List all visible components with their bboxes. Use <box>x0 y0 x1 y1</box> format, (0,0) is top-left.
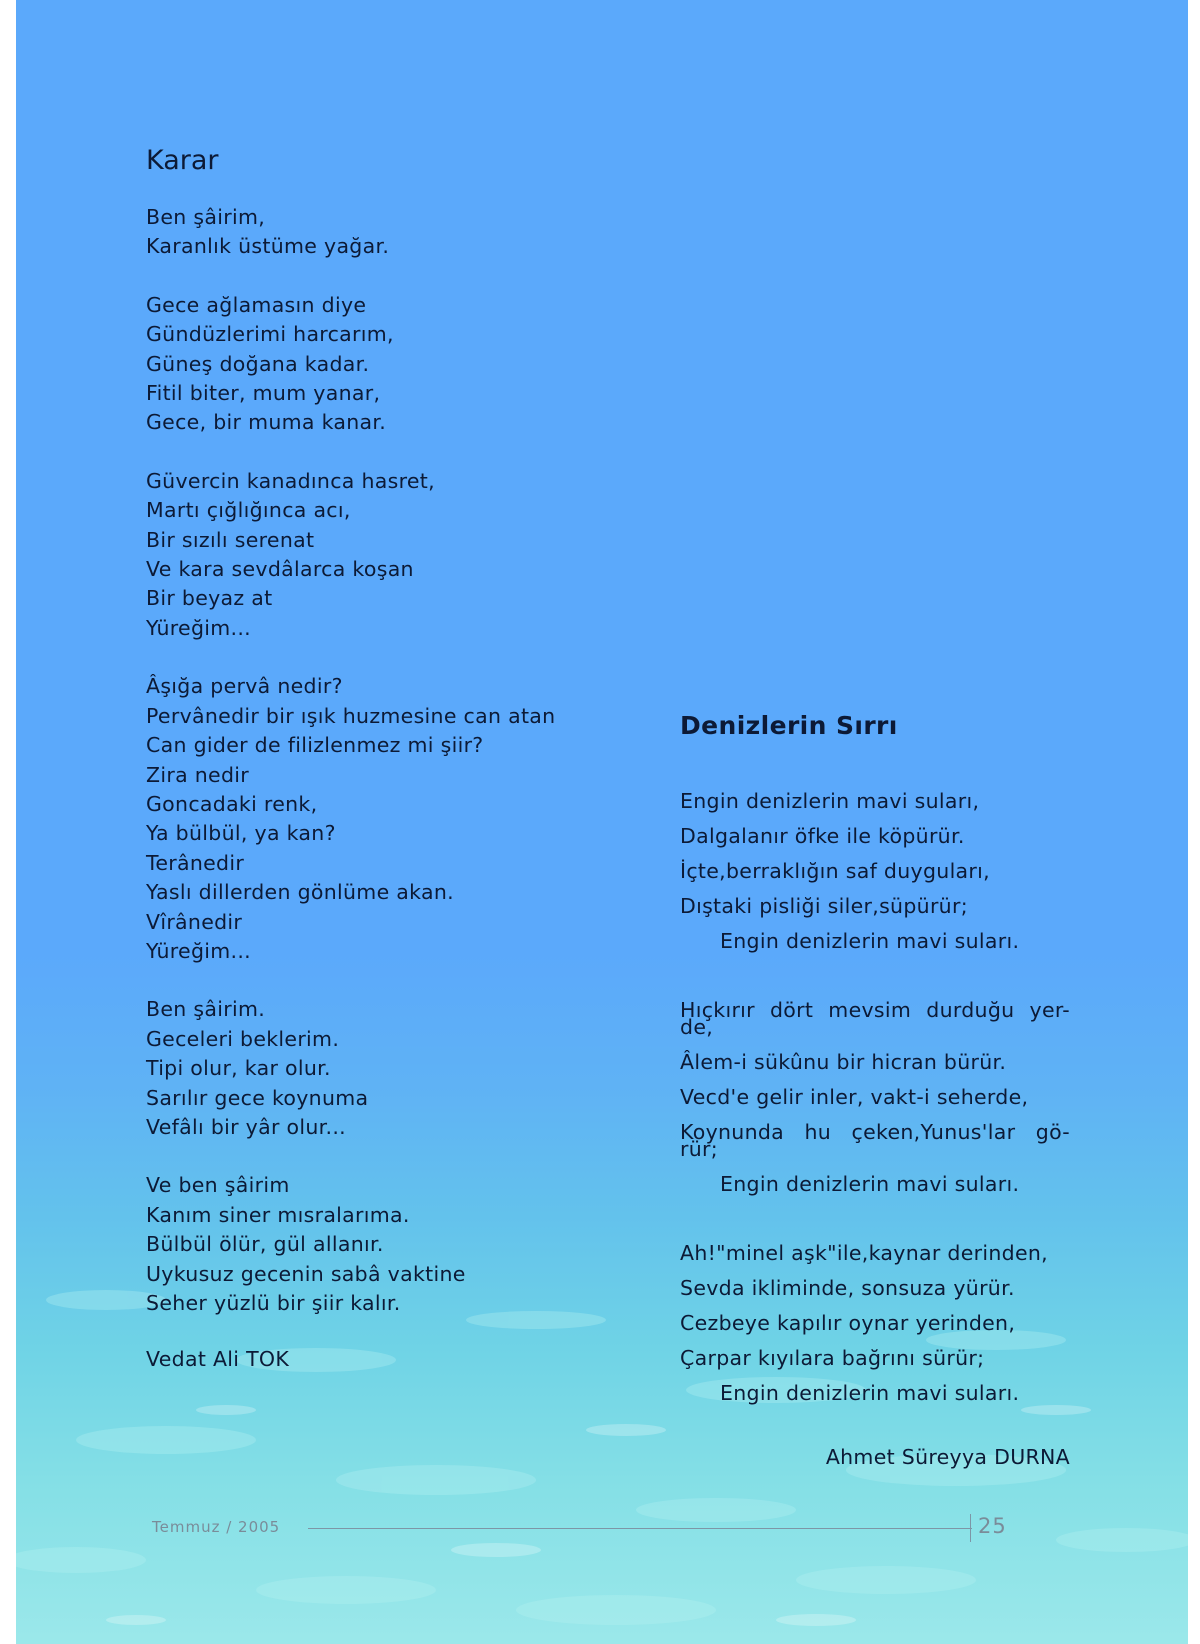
stanza <box>146 203 616 262</box>
stanza <box>146 672 616 966</box>
stanza <box>146 995 616 1142</box>
verse-line: Güvercin kanadınca hasret, <box>146 468 435 493</box>
verse-line: Vîrânedir <box>146 909 243 934</box>
verse-line: Vefâlı bir yâr olur... <box>146 1114 346 1139</box>
verse-line: Yüreğim... <box>146 938 251 963</box>
verse-line: Goncadaki renk, <box>146 791 318 816</box>
stanza <box>680 1236 1070 1411</box>
verse-line: Kanım siner mısralarıma. <box>146 1202 410 1227</box>
verse-line: Engin denizlerin mavi suları, <box>680 789 980 813</box>
verse-line: Ve ben şâirim <box>146 1173 290 1198</box>
verse-line: Çarpar kıyılara bağrını sürür; <box>680 1346 985 1370</box>
verse-line: Sevda ikliminde, sonsuza yürür. <box>680 1276 1015 1300</box>
verse-line: Koynunda hu çeken,Yunus'lar gö-rür; <box>680 1120 1070 1161</box>
stanza <box>680 784 1070 959</box>
verse-line: Âlem-i sükûnu bir hicran bürür. <box>680 1050 1007 1074</box>
verse-line: Zira nedir <box>146 762 249 787</box>
verse-line: Yüreğim... <box>146 615 251 640</box>
verse-line: Hıçkırır dört mevsim durduğu yer-de, <box>680 998 1070 1039</box>
stanza <box>146 291 616 438</box>
verse-line: Martı çığlığınca acı, <box>146 498 351 523</box>
verse-line: Dalgalanır öfke ile köpürür. <box>680 824 965 848</box>
verse-line: Gündüzlerimi harcarım, <box>146 322 394 347</box>
verse-line: Can gider de filizlenmez mi şiir? <box>146 733 484 758</box>
footer-rule <box>308 1528 972 1529</box>
verse-line: Bir beyaz at <box>146 586 273 611</box>
stanza <box>146 1171 616 1318</box>
poem-denizlerin-sirri <box>680 710 1070 1469</box>
verse-line: Sarılır gece koynuma <box>146 1085 369 1110</box>
verse-line: Vecd'e gelir inler, vakt-i seherde, <box>680 1085 1029 1109</box>
magazine-page <box>16 0 1188 1644</box>
verse-line: Âşığa pervâ nedir? <box>146 674 343 699</box>
verse-line: Terânedir <box>146 850 245 875</box>
verse-line: Ben şâirim, <box>146 205 266 229</box>
refrain-line: Engin denizlerin mavi suları. <box>720 1381 1020 1405</box>
refrain-line: Engin denizlerin mavi suları. <box>720 1172 1020 1196</box>
verse-line: Karanlık üstüme yağar. <box>146 234 390 259</box>
verse-line: Güneş doğana kadar. <box>146 351 370 376</box>
poem-title-denizlerin-sirri: Denizlerin Sırrı <box>680 711 898 740</box>
verse-line: Cezbeye kapılır oynar yerinden, <box>680 1311 1016 1335</box>
verse-line: Dıştaki pisliği siler,süpürür; <box>680 894 968 918</box>
verse-line: Ya bülbül, ya kan? <box>146 821 336 846</box>
issue-date: Temmuz / 2005 <box>152 1518 281 1536</box>
poem-author-denizlerin-sirri: Ahmet Süreyya DURNA <box>825 1445 1070 1469</box>
stanza <box>146 467 616 643</box>
verse-line: Ben şâirim. <box>146 997 266 1022</box>
verse-line: Seher yüzlü bir şiir kalır. <box>146 1291 401 1315</box>
stanza <box>680 993 1070 1202</box>
page-number: 25 <box>978 1514 1007 1538</box>
verse-line: Fitil biter, mum yanar, <box>146 381 381 406</box>
poem-author-karar: Vedat Ali TOK <box>146 1347 290 1372</box>
refrain-line: Engin denizlerin mavi suları. <box>720 929 1020 953</box>
verse-line: Tipi olur, kar olur. <box>146 1056 331 1081</box>
footer-divider <box>970 1514 971 1542</box>
verse-line: Uykusuz gecenin sabâ vaktine <box>146 1261 466 1286</box>
verse-line: Bülbül ölür, gül allanır. <box>146 1232 384 1257</box>
verse-line: İçte,berraklığın saf duyguları, <box>680 859 990 883</box>
verse-line: Pervânedir bir ışık huzmesine can atan <box>146 703 556 728</box>
poem-title-karar: Karar <box>146 145 219 176</box>
verse-line: Yaslı dillerden gönlüme akan. <box>146 880 454 905</box>
verse-line: Ah!"minel aşk"ile,kaynar derinden, <box>680 1241 1048 1265</box>
verse-line: Gece ağlamasın diye <box>146 292 367 317</box>
verse-line: Bir sızılı serenat <box>146 527 315 552</box>
verse-line: Geceleri beklerim. <box>146 1026 340 1051</box>
poem-karar <box>146 145 616 1375</box>
verse-line: Ve kara sevdâlarca koşan <box>146 557 414 582</box>
verse-line: Gece, bir muma kanar. <box>146 410 387 435</box>
